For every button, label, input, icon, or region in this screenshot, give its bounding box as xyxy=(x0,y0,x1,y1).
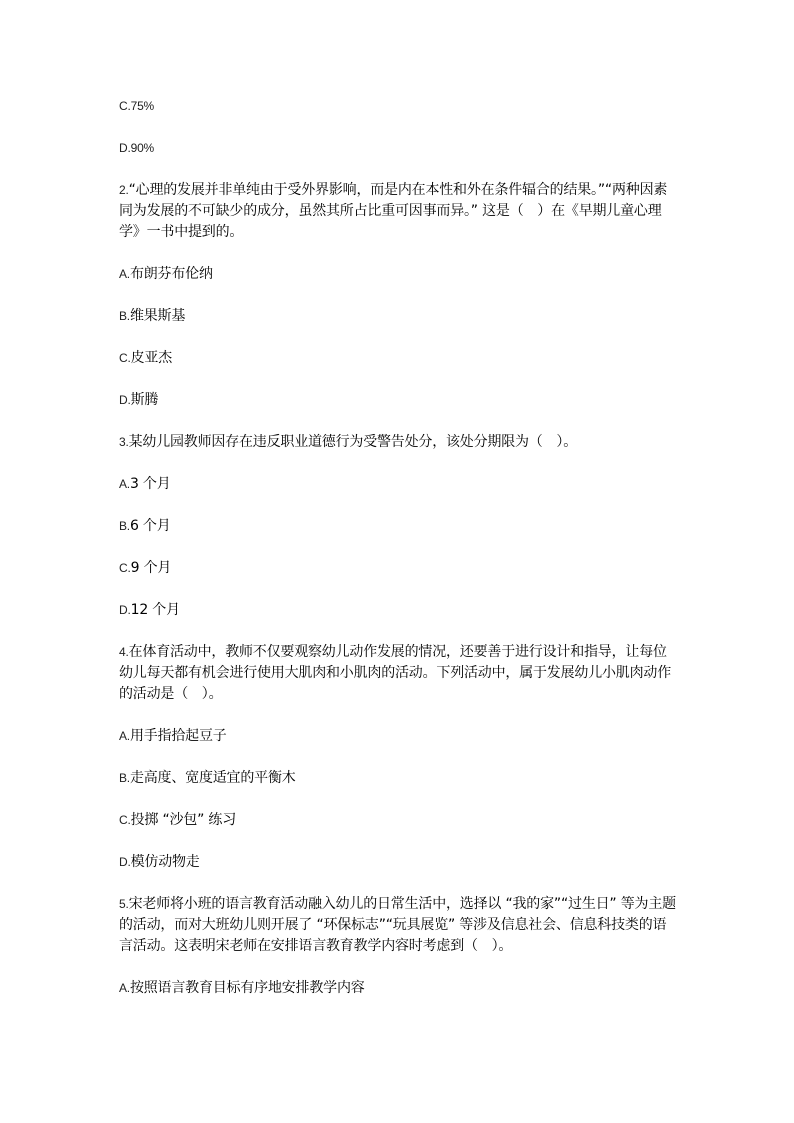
option-text: 6 个月 xyxy=(129,518,171,534)
option-text: 12 个月 xyxy=(130,602,180,618)
option-label: B. xyxy=(119,519,130,533)
question-number: 2. xyxy=(119,183,129,197)
option-label: C. xyxy=(119,99,131,113)
option-text: 9 个月 xyxy=(130,560,172,576)
question-text: 宋老师将小班的语言教育活动融入幼儿的日常生活中，选择以 “我的家”“过生日” 等为主题的活动，而对大班幼儿则开展了 “环保标志”“玩具展览” 等涉及信息社会、信息科技类的语言活动。这表明宋老师在安排语言教育教学内容时考虑到（ ）。 xyxy=(119,896,676,954)
option-a-q4 xyxy=(119,726,679,747)
question-5 xyxy=(119,894,679,957)
option-c-q3 xyxy=(119,558,679,579)
option-d-q4 xyxy=(119,852,679,873)
option-label: B. xyxy=(119,309,130,323)
question-number: 3. xyxy=(119,435,129,449)
option-text: 75% xyxy=(130,99,155,113)
option-text: 用手指拾起豆子 xyxy=(129,728,227,744)
option-label: A. xyxy=(119,477,130,491)
option-label: C. xyxy=(119,351,131,365)
option-text: 90% xyxy=(130,141,155,155)
option-label: D. xyxy=(119,855,131,869)
option-text: 按照语言教育目标有序地安排教学内容 xyxy=(129,980,365,996)
option-c-q1 xyxy=(119,96,679,117)
option-label: B. xyxy=(119,771,130,785)
option-label: D. xyxy=(119,141,131,155)
option-c-q4 xyxy=(119,810,679,831)
question-text: “心理的发展并非单纯由于受外界影响，而是内在本性和外在条件辐合的结果。”“两种因素同为发展的不可缺少的成分，虽然其所占比重可因事而异。” 这是（ ）在《早期儿童心理学》一书中提到的。 xyxy=(119,182,668,240)
option-label: D. xyxy=(119,603,131,617)
option-c-q2 xyxy=(119,348,679,369)
option-d-q1 xyxy=(119,138,679,159)
option-a-q2 xyxy=(119,264,679,285)
question-number: 5. xyxy=(119,897,129,911)
option-d-q3 xyxy=(119,600,679,621)
question-text: 在体育活动中，教师不仅要观察幼儿动作发展的情况，还要善于进行设计和指导，让每位幼儿每天都有机会进行使用大肌肉和小肌肉的活动。下列活动中，属于发展幼儿小肌肉动作的活动是（ ）。 xyxy=(119,644,671,702)
option-label: A. xyxy=(119,981,130,995)
option-a-q5 xyxy=(119,978,679,999)
question-3 xyxy=(119,432,679,453)
option-b-q3 xyxy=(119,516,679,537)
option-d-q2 xyxy=(119,390,679,411)
question-text: 某幼儿园教师因存在违反职业道德行为受警告处分，该处分期限为（ ）。 xyxy=(128,434,578,450)
option-b-q4 xyxy=(119,768,679,789)
option-text: 皮亚杰 xyxy=(130,350,173,366)
option-label: C. xyxy=(119,561,131,575)
option-label: A. xyxy=(119,267,130,281)
option-label: A. xyxy=(119,729,130,743)
option-a-q3 xyxy=(119,474,679,495)
option-b-q2 xyxy=(119,306,679,327)
question-2 xyxy=(119,180,679,243)
option-text: 走高度、宽度适宜的平衡木 xyxy=(129,770,296,786)
question-4 xyxy=(119,642,679,705)
question-number: 4. xyxy=(119,645,129,659)
option-text: 斯腾 xyxy=(130,392,159,408)
option-text: 3 个月 xyxy=(129,476,171,492)
option-label: D. xyxy=(119,393,131,407)
option-text: 布朗芬布伦纳 xyxy=(129,266,213,282)
option-text: 模仿动物走 xyxy=(130,854,200,870)
option-label: C. xyxy=(119,813,131,827)
document-page xyxy=(119,96,679,1020)
option-text: 维果斯基 xyxy=(129,308,186,324)
option-text: 投掷 “沙包” 练习 xyxy=(130,812,237,828)
